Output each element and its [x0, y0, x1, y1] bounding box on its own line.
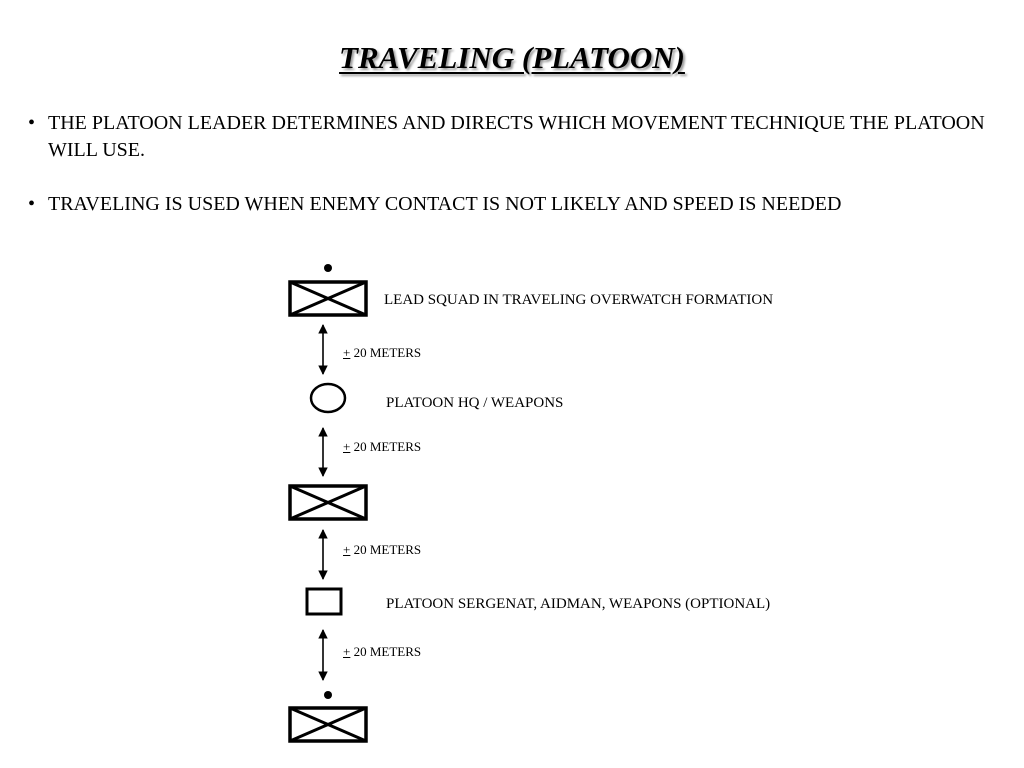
platoon-hq-label: PLATOON HQ / WEAPONS — [386, 395, 564, 411]
plus-minus-sign: + — [343, 542, 351, 557]
bullet-dot: • — [28, 193, 36, 215]
platoon-sergeant-symbol — [307, 589, 341, 614]
leader-dot — [324, 691, 332, 699]
plus-minus-sign: + — [343, 439, 351, 454]
bullet-text: THE PLATOON LEADER DETERMINES AND DIRECTS WHICH MOVEMENT TECHNIQUE THE PLATOON WILL USE. — [48, 112, 985, 161]
platoon-sergeant-label: PLATOON SERGENAT, AIDMAN, WEAPONS (OPTIONAL) — [386, 596, 771, 612]
leader-dot — [324, 264, 332, 272]
bullet-text: TRAVELING IS USED WHEN ENEMY CONTACT IS NOT LIKELY AND SPEED IS NEEDED — [48, 193, 842, 215]
spacing-text: 20 METERS — [350, 439, 422, 454]
hq-symbol — [311, 384, 345, 412]
plus-minus-sign: + — [343, 644, 351, 659]
spacing-text: 20 METERS — [350, 345, 422, 360]
squad-symbol — [290, 282, 366, 315]
spacing-text: 20 METERS — [350, 542, 422, 557]
slide-title: TRAVELING (PLATOON) — [339, 40, 685, 75]
spacing-label — [343, 644, 421, 660]
spacing-label — [343, 542, 421, 558]
spacing-text: 20 METERS — [350, 644, 422, 659]
squad-symbol — [290, 708, 366, 741]
spacing-label — [343, 439, 421, 455]
lead-squad-label: LEAD SQUAD IN TRAVELING OVERWATCH FORMATION — [384, 292, 774, 308]
bullet-dot: • — [28, 112, 36, 134]
squad-symbol — [290, 486, 366, 519]
plus-minus-sign: + — [343, 345, 351, 360]
spacing-label — [343, 345, 421, 361]
